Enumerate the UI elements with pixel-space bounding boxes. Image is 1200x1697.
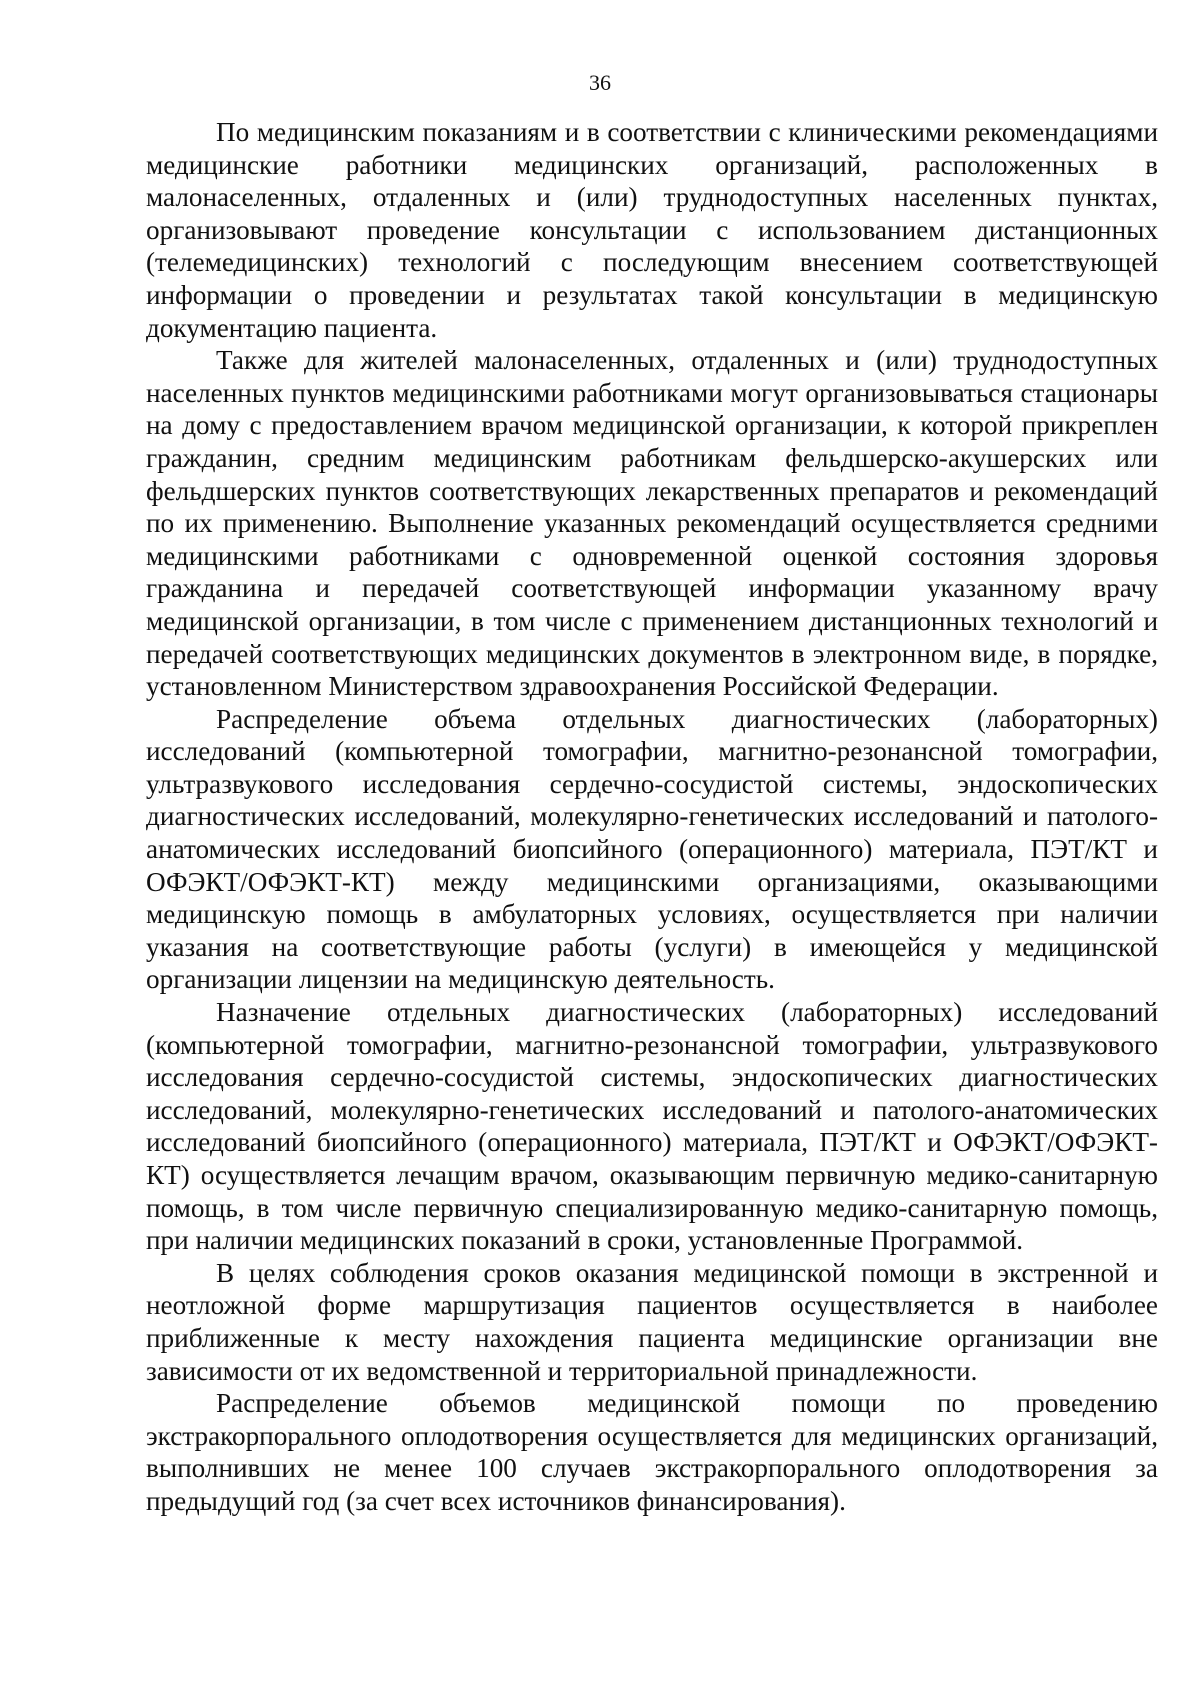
paragraph-ivf-distribution: Распределение объемов медицинской помощи по проведению экстракорпорального оплодотворения осуществляется для медицинских организаций, выполнивших не менее 100 случаев экстракорпорального оплодотворения за предыдущий год (за счет всех источников финансирования). <box>146 1388 1158 1516</box>
paragraph-diagnostic-volume-distribution: Распределение объема отдельных диагностических (лабораторных) исследований (компьютерной томографии, магнитно-резонансной томографии, ультразвукового исследования сердечно-сосудистой системы, эндоскопических диагностических исследований, молекулярно-генетических исследований и патолого-анатомических исследований биопсийного (операционного) материала, ПЭТ/КТ и ОФЭКТ/ОФЭКТ-КТ) между медицинскими организациями, оказывающими медицинскую помощь в амбулаторных условиях, осуществляется при наличии указания на соответствующие работы (услуги) в имеющейся у медицинской организации лицензии на медицинскую деятельность. <box>146 703 1158 995</box>
paragraph-telemedicine-consultation: По медицинским показаниям и в соответствии с клиническими рекомендациями медицинские работники медицинских организаций, расположенных в малонаселенных, отдаленных и (или) труднодоступных населенных пунктах, организовывают проведение консультации с использованием дистанционных (телемедицинских) технологий с последующим внесением соответствующей информации о проведении и результатах такой консультации в медицинскую документацию пациента. <box>146 117 1158 343</box>
paragraph-emergency-routing: В целях соблюдения сроков оказания медицинской помощи в экстренной и неотложной форме маршрутизация пациентов осуществляется в наиболее приближенные к месту нахождения пациента медицинские организации вне зависимости от их ведомственной и территориальной принадлежности. <box>146 1257 1158 1386</box>
paragraph-diagnostic-prescription: Назначение отдельных диагностических (лабораторных) исследований (компьютерной томографии, магнитно-резонансной томографии, ультразвукового исследования сердечно-сосудистой системы, эндоскопических диагностических исследований, молекулярно-генетических исследований и патолого-анатомических исследований биопсийного (операционного) материала, ПЭТ/КТ и ОФЭКТ/ОФЭКТ-КТ) осуществляется лечащим врачом, оказывающим первичную медико-санитарную помощь, в том числе первичную специализированную медико-санитарную помощь, при наличии медицинских показаний в сроки, установленные Программой. <box>146 997 1158 1256</box>
document-body <box>146 116 1158 1518</box>
paragraph-home-hospitals: Также для жителей малонаселенных, отдаленных и (или) труднодоступных населенных пунктов медицинскими работниками могут организовываться стационары на дому с предоставлением врачом медицинской организации, к которой прикреплен гражданин, средним медицинским работникам фельдшерско-акушерских или фельдшерских пунктов соответствующих лекарственных препаратов и рекомендаций по их применению. Выполнение указанных рекомендаций осуществляется средними медицинскими работниками с одновременной оценкой состояния здоровья гражданина и передачей соответствующей информации указанному врачу медицинской организации, в том числе с применением дистанционных технологий и передачей соответствующих медицинских документов в электронном виде, в порядке, установленном Министерством здравоохранения Российской Федерации. <box>146 345 1158 702</box>
page-number: 36 <box>589 70 611 95</box>
